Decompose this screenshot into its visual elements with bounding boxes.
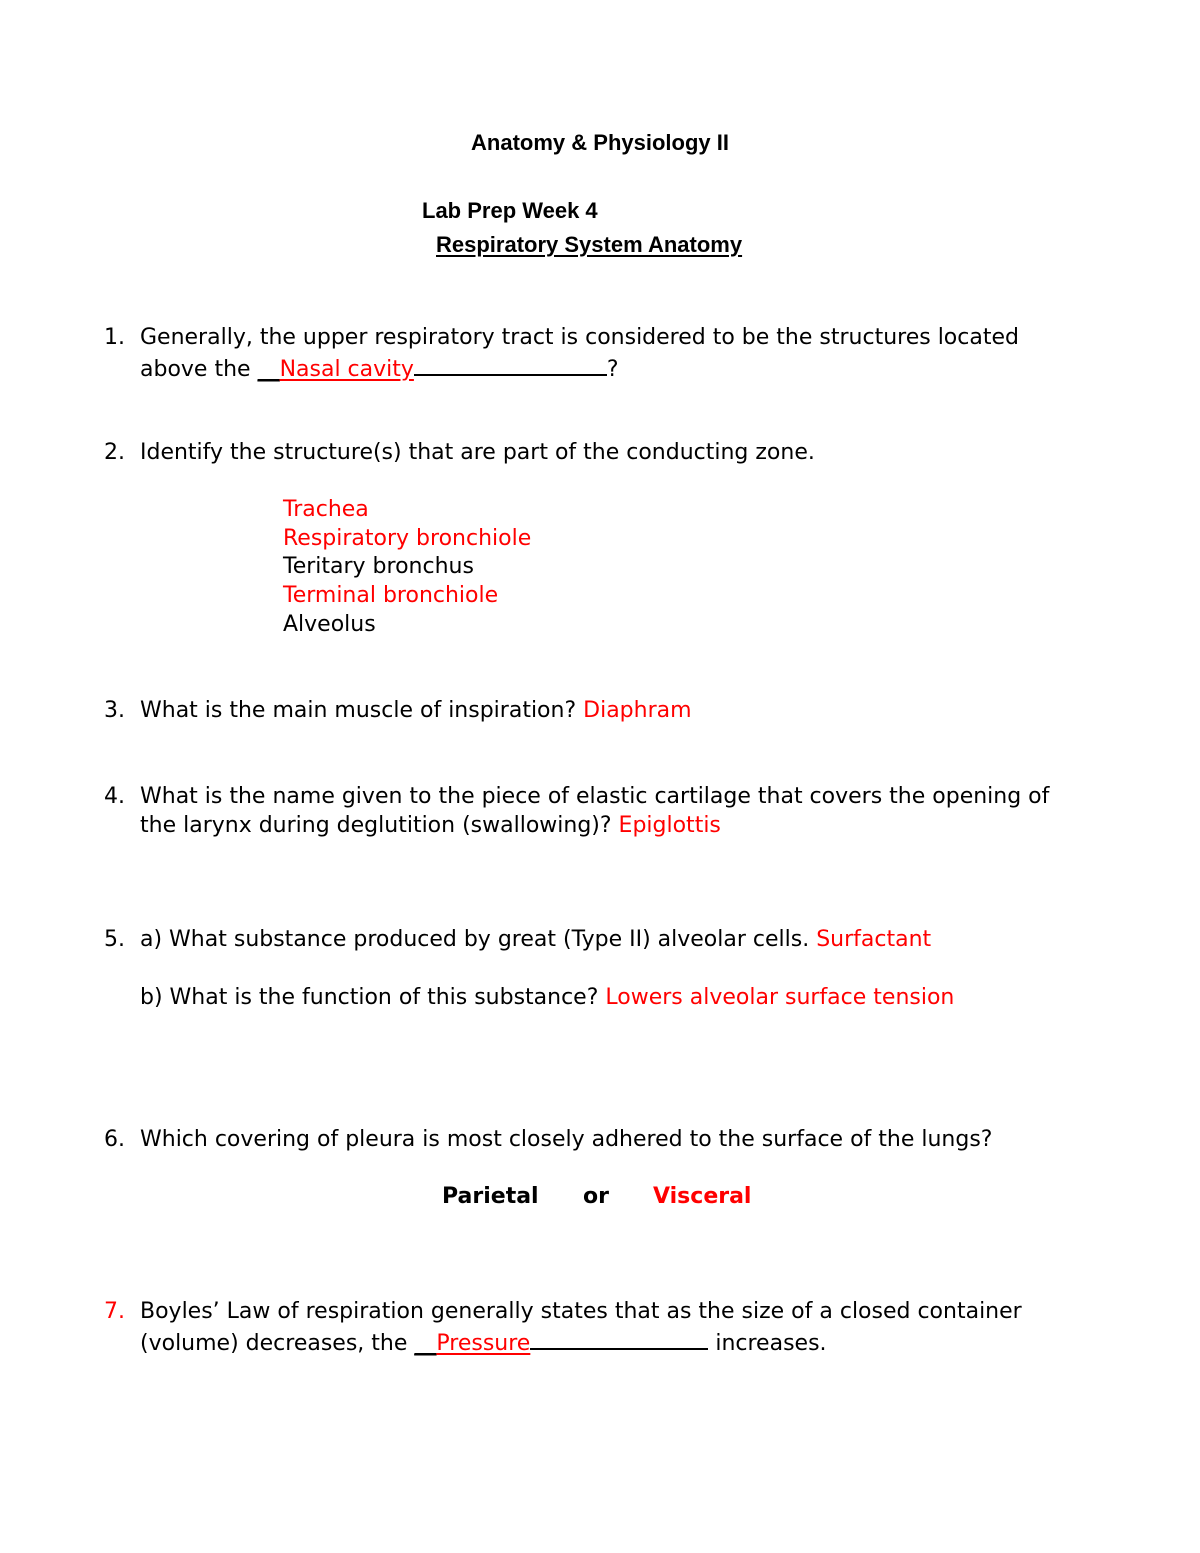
question-text: b) What is the function of this substance? — [140, 985, 606, 1010]
question-number: 4. — [104, 784, 125, 809]
lab-title: Lab Prep Week 4 — [422, 198, 598, 223]
question-text: What is the main muscle of inspiration? — [140, 698, 584, 723]
blank-prefix: __ — [414, 1331, 437, 1356]
question-text: Which covering of pleura is most closely adhered to the surface of the lungs? — [140, 1127, 993, 1152]
option-item: Terminal bronchiole — [283, 583, 499, 608]
question-6 — [104, 1125, 992, 1154]
question-text: the larynx during deglutition (swallowing)? — [140, 813, 619, 838]
question-7 — [104, 1297, 1022, 1326]
question-number: 5. — [104, 927, 125, 952]
answer-text: Nasal cavity — [279, 357, 414, 382]
choice-parietal: Parietal — [442, 1184, 539, 1209]
question-text: Boyles’ Law of respiration generally states that as the size of a closed container — [140, 1299, 1022, 1324]
question-4 — [104, 782, 1049, 811]
question-suffix: ? — [606, 357, 619, 382]
topic-title: Respiratory System Anatomy — [436, 232, 743, 257]
answer-text: Pressure — [436, 1331, 531, 1356]
question-1 — [104, 323, 1019, 352]
choice-or: or — [583, 1184, 609, 1209]
question-number: 1. — [104, 325, 125, 350]
question-text: Identify the structure(s) that are part of the conducting zone. — [140, 440, 815, 465]
course-title: Anatomy & Physiology II — [471, 130, 729, 155]
choice-visceral: Visceral — [653, 1184, 752, 1209]
question-number: 3. — [104, 698, 125, 723]
question-number: 6. — [104, 1127, 125, 1152]
question-text: Generally, the upper respiratory tract is considered to be the structures located — [140, 325, 1019, 350]
question-5a — [104, 925, 931, 954]
answer-text: Diaphram — [583, 698, 692, 723]
question-5b — [140, 983, 954, 1012]
question-number: 2. — [104, 440, 125, 465]
question-4-line-2 — [140, 811, 721, 840]
option-item: Alveolus — [283, 612, 376, 637]
answer-blank-line — [414, 352, 607, 376]
option-item: Trachea — [283, 497, 369, 522]
question-text: (volume) decreases, the — [140, 1331, 415, 1356]
blank-prefix: __ — [257, 357, 280, 382]
option-item: Teritary bronchus — [283, 554, 474, 579]
question-3 — [104, 696, 692, 725]
question-text: above the — [140, 357, 258, 382]
question-2 — [104, 438, 815, 467]
answer-blank-line — [530, 1326, 708, 1350]
question-7-line-2 — [140, 1326, 827, 1358]
question-text: What is the name given to the piece of elastic cartilage that covers the opening of — [140, 784, 1050, 809]
question-suffix: increases. — [708, 1331, 827, 1356]
answer-text: Surfactant — [816, 927, 932, 952]
question-text: a) What substance produced by great (Type II) alveolar cells. — [140, 927, 817, 952]
question-1-line-2 — [140, 352, 619, 384]
answer-text: Epiglottis — [618, 813, 721, 838]
answer-text: Lowers alveolar surface tension — [605, 985, 955, 1010]
option-item: Respiratory bronchiole — [283, 526, 532, 551]
question-number: 7. — [104, 1299, 125, 1324]
